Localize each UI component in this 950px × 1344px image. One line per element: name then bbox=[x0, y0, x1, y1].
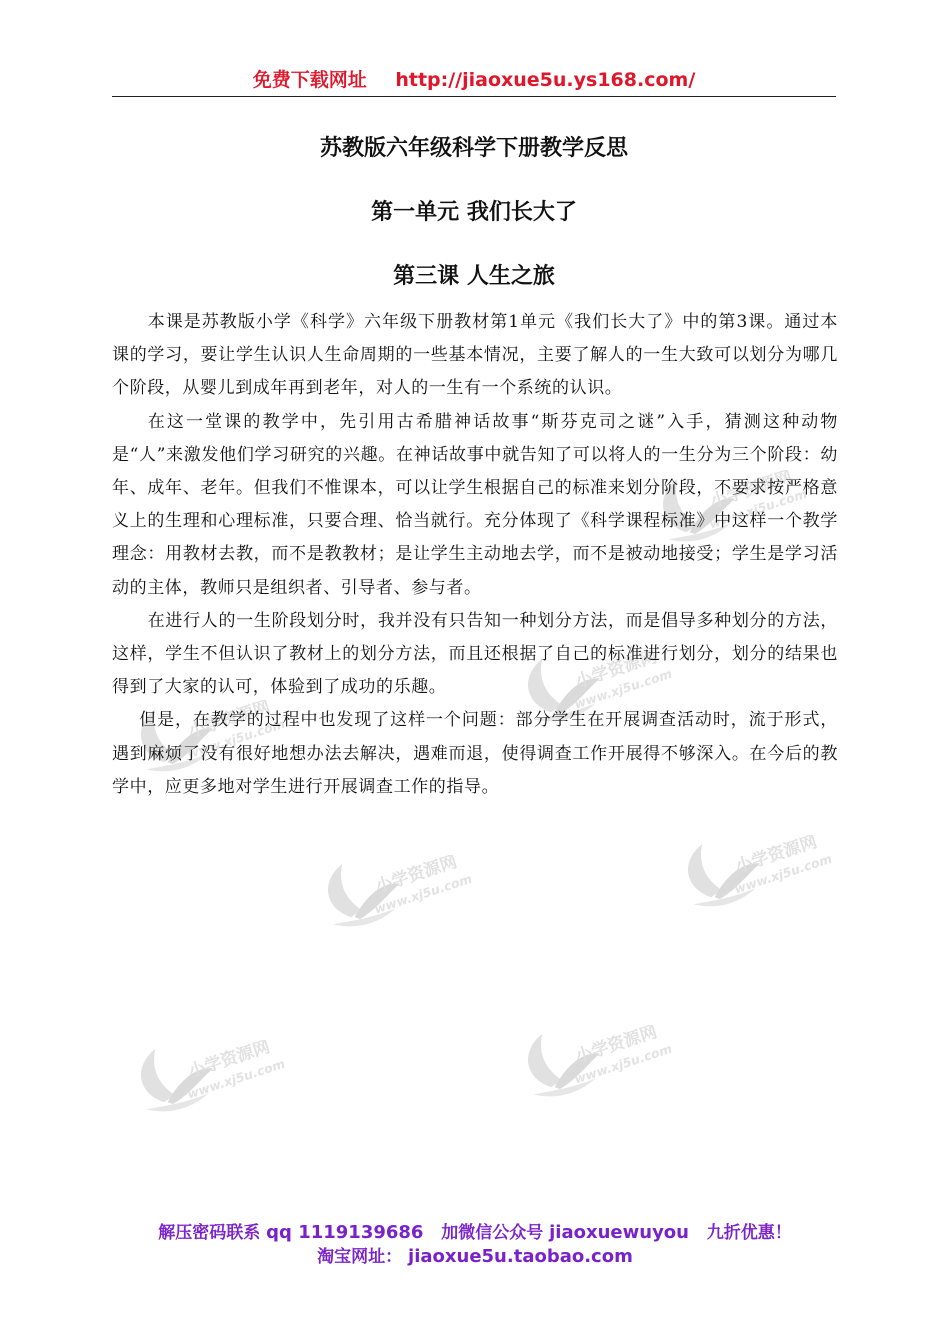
lesson-title: 第三课 人生之旅 bbox=[393, 264, 555, 289]
footer-password-label: 解压密码联系 bbox=[158, 1223, 261, 1243]
watermark-logo-icon bbox=[665, 835, 855, 915]
footer-wechat-id: jiaoxuewuyou bbox=[549, 1222, 689, 1243]
footer-wechat-label: 加微信公众号 bbox=[441, 1223, 544, 1243]
watermark-logo-icon bbox=[118, 1040, 308, 1120]
footer-line-1 bbox=[60, 1218, 890, 1243]
footer-qq: qq 1119139686 bbox=[266, 1222, 424, 1243]
footer-taobao-label: 淘宝网址： bbox=[317, 1247, 403, 1267]
footer-taobao-link[interactable]: jiaoxue5u.taobao.com bbox=[408, 1246, 633, 1267]
header-url-link[interactable]: http://jiaoxue5u.ys168.com/ bbox=[395, 69, 696, 91]
page-header bbox=[112, 64, 836, 97]
paragraph: 本课是苏教版小学《科学》六年级下册教材第1单元《我们长大了》中的第3课。通过本课的学习，要让学生认识人生命周期的一些基本情况，主要了解人的一生大致可以划分为哪几个阶段，从婴儿到成年再到老年，对人的一生有一个系统的认识。 bbox=[112, 312, 838, 399]
footer-line-2 bbox=[60, 1242, 890, 1267]
footer-discount: 九折优惠！ bbox=[706, 1223, 792, 1243]
paragraph: 在这一堂课的教学中，先引用古希腊神话故事“斯芬克司之谜”入手，猜测这种动物是“人”来激发他们学习研究的兴趣。在神话故事中就告知了可以将人的一生分为三个阶段：幼年、成年、老年。但我们不惟课本，可以让学生根据自己的标准来划分阶段，不要求按严格意义上的生理和心理标准，只要合理、恰当就行。充分体现了《科学课程标准》中这样一个教学理念：用教材去教，而不是教教材；是让学生主动地去学，而不是被动地接受；学生是学习活动的主体，教师只是组织者、引导者、参与者。 bbox=[112, 411, 838, 598]
main-title: 苏教版六年级科学下册教学反思 bbox=[319, 136, 628, 161]
body-text bbox=[112, 306, 838, 804]
paragraph: 但是，在教学的过程中也发现了这样一个问题：部分学生在开展调查活动时，流于形式，遇到麻烦了没有很好地想办法去解决，遇难而退，使得调查工作开展得不够深入。在今后的教学中，应更多地对学生进行开展调查工作的指导。 bbox=[112, 710, 838, 797]
unit-title: 第一单元 我们长大了 bbox=[371, 200, 577, 225]
paragraph: 在进行人的一生阶段划分时，我并没有只告知一种划分方法，而是倡导多种划分的方法，这样，学生不但认识了教材上的划分方法，而且还根据了自己的标准进行划分，划分的结果也得到了大家的认可，体验到了成功的乐趣。 bbox=[112, 610, 838, 698]
header-label: 免费下载网址 bbox=[252, 69, 367, 91]
watermark-logo-icon bbox=[305, 855, 495, 935]
watermark-logo-icon bbox=[505, 1025, 695, 1105]
